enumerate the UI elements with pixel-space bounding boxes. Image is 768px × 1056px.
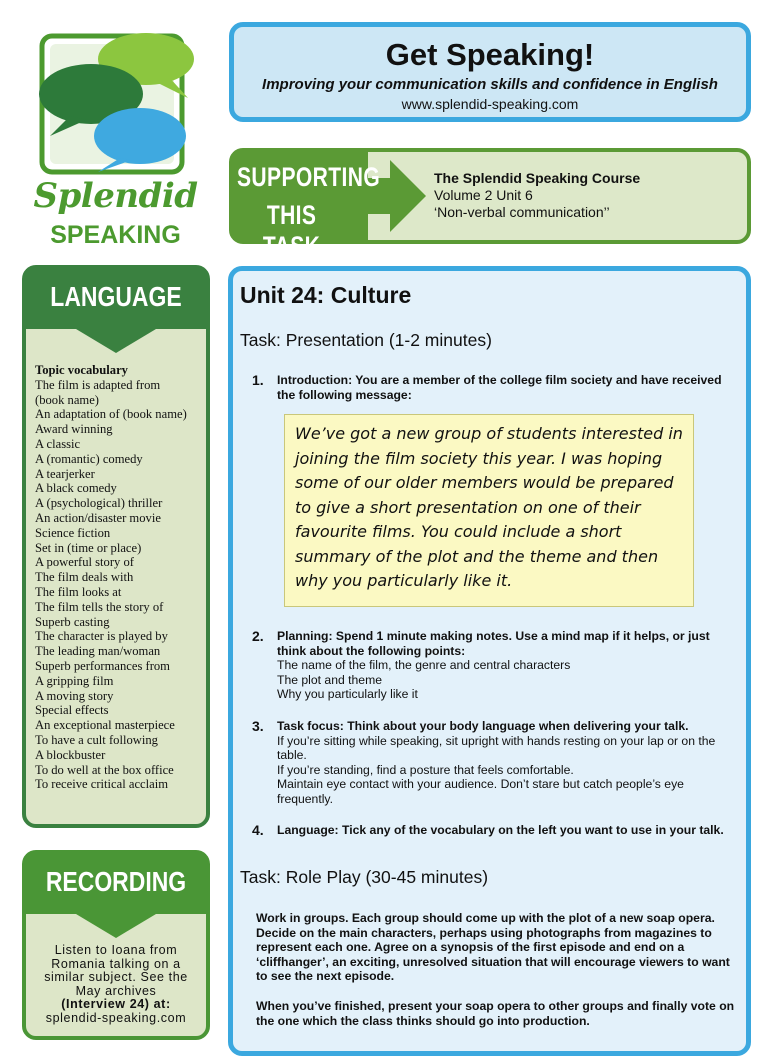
- list-item: A (psychological) thriller: [35, 496, 163, 511]
- roleplay-paragraph-1: Work in groups. Each group should come up with the plot of a new soap opera. Decide on the main characters, perhaps using photographs from magazines to represent each one. Agree on a synopsis of the first episode and end on a ‘cliffhanger’, an exciting, unresolved situation that will encourage viewers to want to see the next episode.: [256, 911, 730, 983]
- list-item: An action/disaster movie: [35, 510, 161, 525]
- list-item: A (romantic) comedy: [35, 451, 143, 466]
- list-item: To do well at the box office: [35, 762, 174, 777]
- list-item: A gripping film: [35, 673, 114, 688]
- task-roleplay-title: Task: Role Play (30-45 minutes): [240, 867, 489, 887]
- website-link[interactable]: www.splendid-speaking.com: [401, 96, 579, 112]
- brand-splendid: Splendid: [33, 176, 198, 216]
- speech-bubbles-icon: [28, 24, 203, 174]
- list-item: A black comedy: [35, 481, 117, 496]
- vocabulary-heading: Topic vocabulary: [35, 363, 128, 377]
- course-volume: Volume 2 Unit 6: [434, 187, 533, 203]
- recording-panel: [22, 850, 210, 1040]
- list-item: The film is adapted from: [35, 377, 161, 392]
- splendid-speaking-logo: [28, 24, 203, 254]
- course-info: [434, 170, 640, 221]
- list-item: The character is played by: [35, 629, 168, 644]
- list-item: An adaptation of (book name): [35, 407, 187, 422]
- list-item: A powerful story of: [35, 555, 134, 570]
- page-title: Get Speaking!: [385, 37, 595, 72]
- list-item: The film looks at: [35, 584, 122, 599]
- list-item: Special effects: [35, 703, 109, 718]
- recording-title: RECORDING: [45, 866, 187, 897]
- list-item: Award winning: [35, 422, 113, 437]
- task-presentation-title: Task: Presentation (1-2 minutes): [240, 330, 492, 350]
- unit-title: Unit 24: Culture: [240, 282, 412, 308]
- course-topic: ‘Non-verbal communication’’: [434, 204, 610, 220]
- down-arrow-icon: [26, 914, 206, 940]
- list-item: A moving story: [35, 688, 114, 703]
- language-panel: [22, 265, 210, 828]
- task-item-language: 4. Language: Tick any of the vocabulary on the left you want to use in your talk.: [252, 822, 724, 838]
- message-note: We’ve got a new group of students interested in joining the film society this year. I was hoping some of our older members would be prepared to give a short presentation on one of their favourite films. You could include a short summary of the plot and the theme and then why you particularly like it.: [284, 414, 694, 607]
- list-item: The film deals with: [35, 570, 134, 585]
- list-item: Science fiction: [35, 525, 111, 540]
- supporting-label: SUPPORTING: [237, 162, 381, 192]
- down-arrow-icon: [26, 329, 206, 355]
- page-subtitle: Improving your communication skills and confidence in English: [262, 76, 718, 93]
- list-item: An exceptional masterpiece: [35, 718, 175, 733]
- main-content-box: [228, 266, 751, 1056]
- task-item-introduction: 1. Introduction: You are a member of the college film society and have received the following message:: [252, 372, 722, 402]
- list-item: Superb casting: [35, 614, 110, 629]
- brand-speaking: SPEAKING: [50, 221, 181, 249]
- list-item: A classic: [35, 436, 81, 451]
- task-item-planning: 2. Planning: Spend 1 minute making notes. Use a mind map if it helps, or just think about the following points: The name of the film, the genre and central characters The plot and theme Why you particularly like it: [252, 628, 710, 701]
- list-item: The film tells the story of: [35, 599, 164, 614]
- list-item: To have a cult following: [35, 732, 158, 747]
- recording-link[interactable]: splendid-speaking.com: [45, 1010, 187, 1025]
- roleplay-paragraph-2: When you’ve finished, present your soap opera to other groups and finally vote on the one which the class thinks should go into production.: [256, 999, 735, 1028]
- header-box: [229, 22, 751, 122]
- list-item: A tearjerker: [35, 466, 95, 481]
- supporting-task-box: [229, 148, 751, 261]
- vocabulary-list: [35, 363, 187, 792]
- recording-text: Listen to Ioana from Romania talking on a similar subject. See the May archives (Interview 24) at: splendid-speaking.com: [30, 944, 202, 1026]
- list-item: Superb performances from: [35, 658, 170, 673]
- list-item: A blockbuster: [35, 747, 106, 762]
- language-title: LANGUAGE: [50, 281, 182, 312]
- list-item: (book name): [35, 392, 99, 407]
- this-task-label: THIS TASK: [262, 200, 321, 261]
- list-item: The leading man/woman: [35, 644, 161, 659]
- list-item: Set in (time or place): [35, 540, 142, 555]
- course-name: The Splendid Speaking Course: [434, 170, 641, 186]
- list-item: To receive critical acclaim: [35, 777, 169, 792]
- task-item-task-focus: 3. Task focus: Think about your body language when delivering your talk. If you’re sitting while speaking, sit upright with hands resting on your lap or on the table. If you’re standing, find a posture that feels comfortable. Maintain eye contact with your audience. Don’t stare but catch people’s eye frequently.: [252, 718, 716, 806]
